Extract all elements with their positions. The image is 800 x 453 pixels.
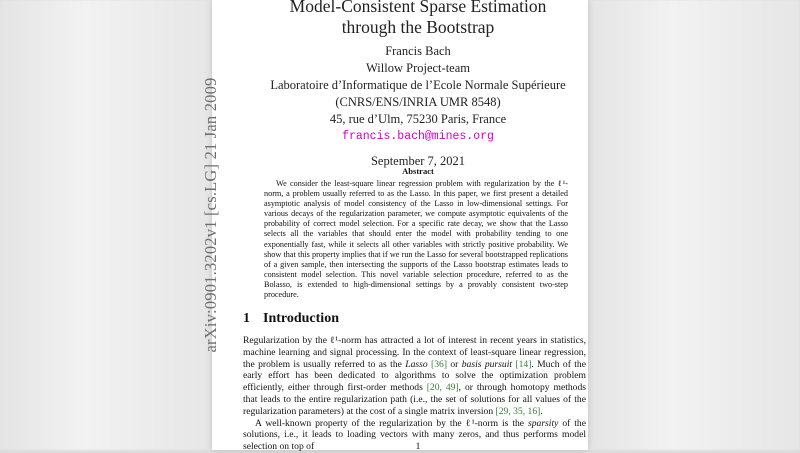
section-title: Introduction	[263, 311, 339, 326]
citation-link[interactable]: [14]	[515, 358, 532, 370]
section-number: 1	[243, 311, 250, 326]
citation-link[interactable]: [20, 49]	[426, 382, 459, 394]
title-line-2: through the Bootstrap	[341, 17, 495, 37]
citation-link[interactable]: [29, 35, 16]	[495, 405, 541, 417]
author-lab: Laboratoire d’Informatique de l’Ecole Normale Supérieure	[270, 78, 566, 92]
citation-link[interactable]: [36]	[431, 358, 448, 370]
background-left	[0, 0, 212, 450]
author-affiliation: (CNRS/ENS/INRIA UMR 8548)	[335, 95, 501, 109]
section-heading	[243, 311, 339, 327]
author-name: Francis Bach	[385, 44, 451, 58]
abstract-body: We consider the least-square linear regression problem with regularization by the ℓ¹-norm, a problem usually referred to as the Lasso. In this paper, we first present a detailed asymptotic analysis of model consistency of the Lasso in low-dimensional settings. For various decays of the regularization parameter, we compute asymptotic equivalents of the probability of correct model selection. For a specific rate decay, we show that the Lasso selects all the variables that should enter the model with probability tending to one exponentially fast, while it selects all other variables with strictly positive probability. We show that this property implies that if we run the Lasso for several bootstrapped replications of a given sample, then intersecting the supports of the Lasso bootstrap estimates leads to consistent model selection. This novel variable selection procedure, referred to as the Bolasso, is extended to high-dimensional settings by a provably consistent two-step procedure.	[264, 179, 568, 300]
page-number: 1	[415, 442, 421, 452]
paper-title	[228, 0, 608, 38]
abstract-heading: Abstract	[402, 166, 434, 176]
background-right	[588, 0, 800, 450]
author-team: Willow Project-team	[366, 61, 470, 75]
author-address: 45, rue d’Ulm, 75230 Paris, France	[329, 112, 507, 126]
paragraph-1: Regularization by the ℓ¹-norm has attracted a lot of interest in recent years in statistics, machine learning and signal processing. In the context of least-square linear regression, the problem is usually referred to as the Lasso [36] or basis pursuit [14]. Much of the early effort has been dedicated to algorithms to solve the optimization problem efficiently, either through first-order methods [20, 49], or through homotopy methods that leads to the entire regularization path (i.e., the set of solutions for all values of the regularization parameters) at the cost of a single matrix inversion [29, 35, 16].	[243, 335, 586, 417]
introduction-body	[243, 335, 586, 453]
paragraph-2: A well-known property of the regularization by the ℓ¹-norm is the sparsity of the solutions, i.e., it leads to loading vectors with many zeros, and thus performs model selection on top of	[243, 417, 586, 453]
author-email-link[interactable]: francis.bach@mines.org	[342, 130, 494, 143]
paper-date: September 7, 2021	[370, 154, 466, 168]
title-line-1: Model-Consistent Sparse Estimation	[289, 0, 547, 16]
